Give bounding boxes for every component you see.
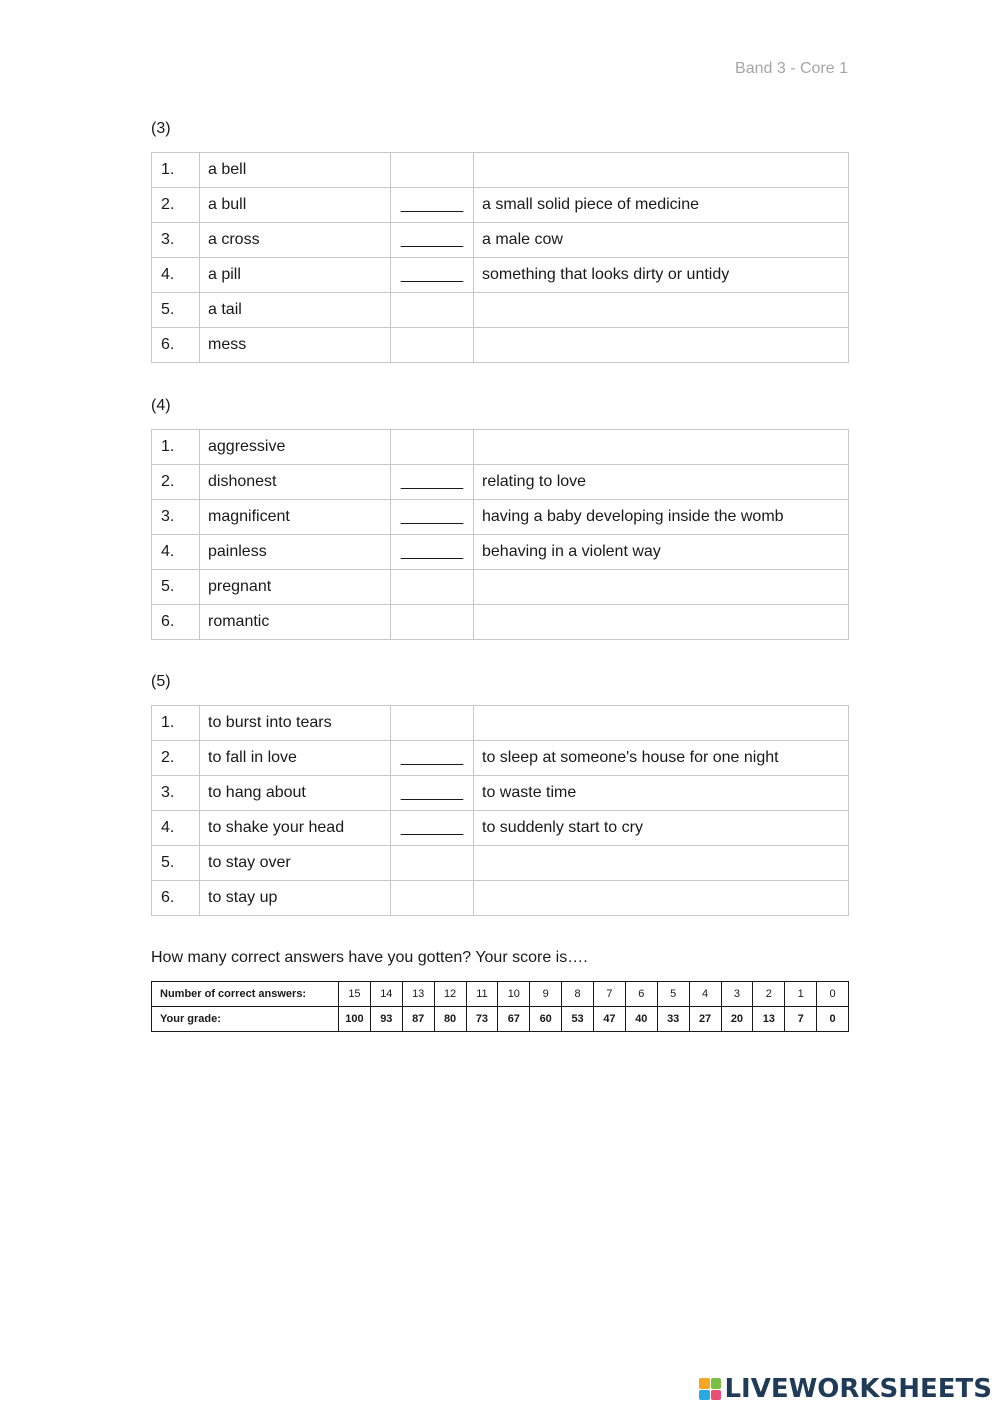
answer-blank[interactable]: _______ bbox=[391, 188, 474, 223]
grade-value: 93 bbox=[370, 1007, 402, 1032]
answer-blank bbox=[391, 328, 474, 363]
row-number: 2. bbox=[152, 188, 200, 223]
grade-value: 27 bbox=[689, 1007, 721, 1032]
definition bbox=[474, 706, 849, 741]
grade-value: 13 bbox=[753, 1007, 785, 1032]
grade-value: 40 bbox=[625, 1007, 657, 1032]
score-question: How many correct answers have you gotten? Your score is…. bbox=[151, 949, 588, 966]
answers-label: Number of correct answers: bbox=[152, 982, 339, 1007]
term: to hang about bbox=[200, 776, 391, 811]
term: dishonest bbox=[200, 465, 391, 500]
definition bbox=[474, 328, 849, 363]
section-label: (5) bbox=[151, 673, 171, 690]
table-row bbox=[152, 465, 849, 500]
logo-mark-icon bbox=[699, 1378, 721, 1400]
answer-blank[interactable]: _______ bbox=[391, 535, 474, 570]
term: painless bbox=[200, 535, 391, 570]
table-row bbox=[152, 258, 849, 293]
definition bbox=[474, 846, 849, 881]
answer-blank bbox=[391, 293, 474, 328]
table-row bbox=[152, 741, 849, 776]
definition bbox=[474, 293, 849, 328]
grade-value: 20 bbox=[721, 1007, 753, 1032]
row-number: 1. bbox=[152, 153, 200, 188]
grade-value: 33 bbox=[657, 1007, 689, 1032]
table-row bbox=[152, 570, 849, 605]
table-row bbox=[152, 153, 849, 188]
row-number: 3. bbox=[152, 223, 200, 258]
definition: relating to love bbox=[474, 465, 849, 500]
answer-count: 4 bbox=[689, 982, 721, 1007]
answer-blank bbox=[391, 430, 474, 465]
answer-count: 8 bbox=[562, 982, 594, 1007]
answer-count: 10 bbox=[498, 982, 530, 1007]
definition bbox=[474, 605, 849, 640]
table-row bbox=[152, 846, 849, 881]
answer-blank[interactable]: _______ bbox=[391, 776, 474, 811]
liveworksheets-logo bbox=[699, 1373, 992, 1405]
answer-blank bbox=[391, 153, 474, 188]
definition: a male cow bbox=[474, 223, 849, 258]
answer-count: 2 bbox=[753, 982, 785, 1007]
term: to stay over bbox=[200, 846, 391, 881]
matching-table bbox=[151, 152, 849, 363]
answer-blank bbox=[391, 846, 474, 881]
matching-table bbox=[151, 705, 849, 916]
answer-count: 1 bbox=[785, 982, 817, 1007]
term: romantic bbox=[200, 605, 391, 640]
answer-count: 6 bbox=[625, 982, 657, 1007]
answer-blank[interactable]: _______ bbox=[391, 811, 474, 846]
answer-blank bbox=[391, 881, 474, 916]
answer-count: 12 bbox=[434, 982, 466, 1007]
answer-count: 11 bbox=[466, 982, 498, 1007]
table-row bbox=[152, 605, 849, 640]
row-number: 4. bbox=[152, 811, 200, 846]
answer-count: 3 bbox=[721, 982, 753, 1007]
table-row bbox=[152, 811, 849, 846]
grade-value: 7 bbox=[785, 1007, 817, 1032]
row-number: 1. bbox=[152, 706, 200, 741]
term: magnificent bbox=[200, 500, 391, 535]
answer-blank bbox=[391, 605, 474, 640]
term: a cross bbox=[200, 223, 391, 258]
row-number: 1. bbox=[152, 430, 200, 465]
term: to fall in love bbox=[200, 741, 391, 776]
table-row bbox=[152, 430, 849, 465]
row-number: 5. bbox=[152, 570, 200, 605]
logo-text: LIVEWORKSHEETS bbox=[724, 1374, 992, 1404]
table-row bbox=[152, 706, 849, 741]
grade-value: 100 bbox=[339, 1007, 371, 1032]
term: a bell bbox=[200, 153, 391, 188]
row-number: 2. bbox=[152, 465, 200, 500]
grade-value: 53 bbox=[562, 1007, 594, 1032]
logo-tile bbox=[699, 1390, 710, 1401]
answer-count: 15 bbox=[339, 982, 371, 1007]
grade-value: 67 bbox=[498, 1007, 530, 1032]
table-row bbox=[152, 188, 849, 223]
table-row bbox=[152, 328, 849, 363]
answers-row bbox=[152, 982, 849, 1007]
answer-count: 14 bbox=[370, 982, 402, 1007]
score-table bbox=[151, 981, 849, 1032]
row-number: 3. bbox=[152, 776, 200, 811]
answer-blank[interactable]: _______ bbox=[391, 258, 474, 293]
grades-row bbox=[152, 1007, 849, 1032]
definition: something that looks dirty or untidy bbox=[474, 258, 849, 293]
term: a bull bbox=[200, 188, 391, 223]
answer-count: 0 bbox=[817, 982, 849, 1007]
row-number: 2. bbox=[152, 741, 200, 776]
answer-blank[interactable]: _______ bbox=[391, 465, 474, 500]
table-row bbox=[152, 535, 849, 570]
answer-blank[interactable]: _______ bbox=[391, 741, 474, 776]
definition: to suddenly start to cry bbox=[474, 811, 849, 846]
term: to shake your head bbox=[200, 811, 391, 846]
definition bbox=[474, 430, 849, 465]
grade-value: 73 bbox=[466, 1007, 498, 1032]
row-number: 3. bbox=[152, 500, 200, 535]
table-row bbox=[152, 776, 849, 811]
row-number: 5. bbox=[152, 846, 200, 881]
section-label: (4) bbox=[151, 397, 171, 414]
section-label: (3) bbox=[151, 120, 171, 137]
answer-blank[interactable]: _______ bbox=[391, 223, 474, 258]
answer-count: 13 bbox=[402, 982, 434, 1007]
row-number: 4. bbox=[152, 535, 200, 570]
grade-value: 60 bbox=[530, 1007, 562, 1032]
definition: to waste time bbox=[474, 776, 849, 811]
definition bbox=[474, 570, 849, 605]
grade-value: 0 bbox=[817, 1007, 849, 1032]
answer-count: 7 bbox=[594, 982, 626, 1007]
logo-tile bbox=[711, 1390, 722, 1401]
term: to stay up bbox=[200, 881, 391, 916]
definition: behaving in a violent way bbox=[474, 535, 849, 570]
answer-blank bbox=[391, 570, 474, 605]
term: mess bbox=[200, 328, 391, 363]
table-row bbox=[152, 500, 849, 535]
table-row bbox=[152, 293, 849, 328]
logo-tile bbox=[699, 1378, 710, 1389]
term: a pill bbox=[200, 258, 391, 293]
answer-blank[interactable]: _______ bbox=[391, 500, 474, 535]
grade-value: 47 bbox=[594, 1007, 626, 1032]
definition bbox=[474, 153, 849, 188]
answer-blank bbox=[391, 706, 474, 741]
definition: having a baby developing inside the womb bbox=[474, 500, 849, 535]
definition: to sleep at someone's house for one night bbox=[474, 741, 849, 776]
definition: a small solid piece of medicine bbox=[474, 188, 849, 223]
table-row bbox=[152, 881, 849, 916]
row-number: 6. bbox=[152, 328, 200, 363]
answer-count: 9 bbox=[530, 982, 562, 1007]
term: a tail bbox=[200, 293, 391, 328]
answer-count: 5 bbox=[657, 982, 689, 1007]
grade-value: 87 bbox=[402, 1007, 434, 1032]
table-row bbox=[152, 223, 849, 258]
definition bbox=[474, 881, 849, 916]
grade-label: Your grade: bbox=[152, 1007, 339, 1032]
logo-tile bbox=[711, 1378, 722, 1389]
row-number: 4. bbox=[152, 258, 200, 293]
term: pregnant bbox=[200, 570, 391, 605]
row-number: 6. bbox=[152, 605, 200, 640]
grade-value: 80 bbox=[434, 1007, 466, 1032]
row-number: 6. bbox=[152, 881, 200, 916]
page-header: Band 3 - Core 1 bbox=[735, 60, 848, 77]
matching-table bbox=[151, 429, 849, 640]
row-number: 5. bbox=[152, 293, 200, 328]
term: to burst into tears bbox=[200, 706, 391, 741]
term: aggressive bbox=[200, 430, 391, 465]
